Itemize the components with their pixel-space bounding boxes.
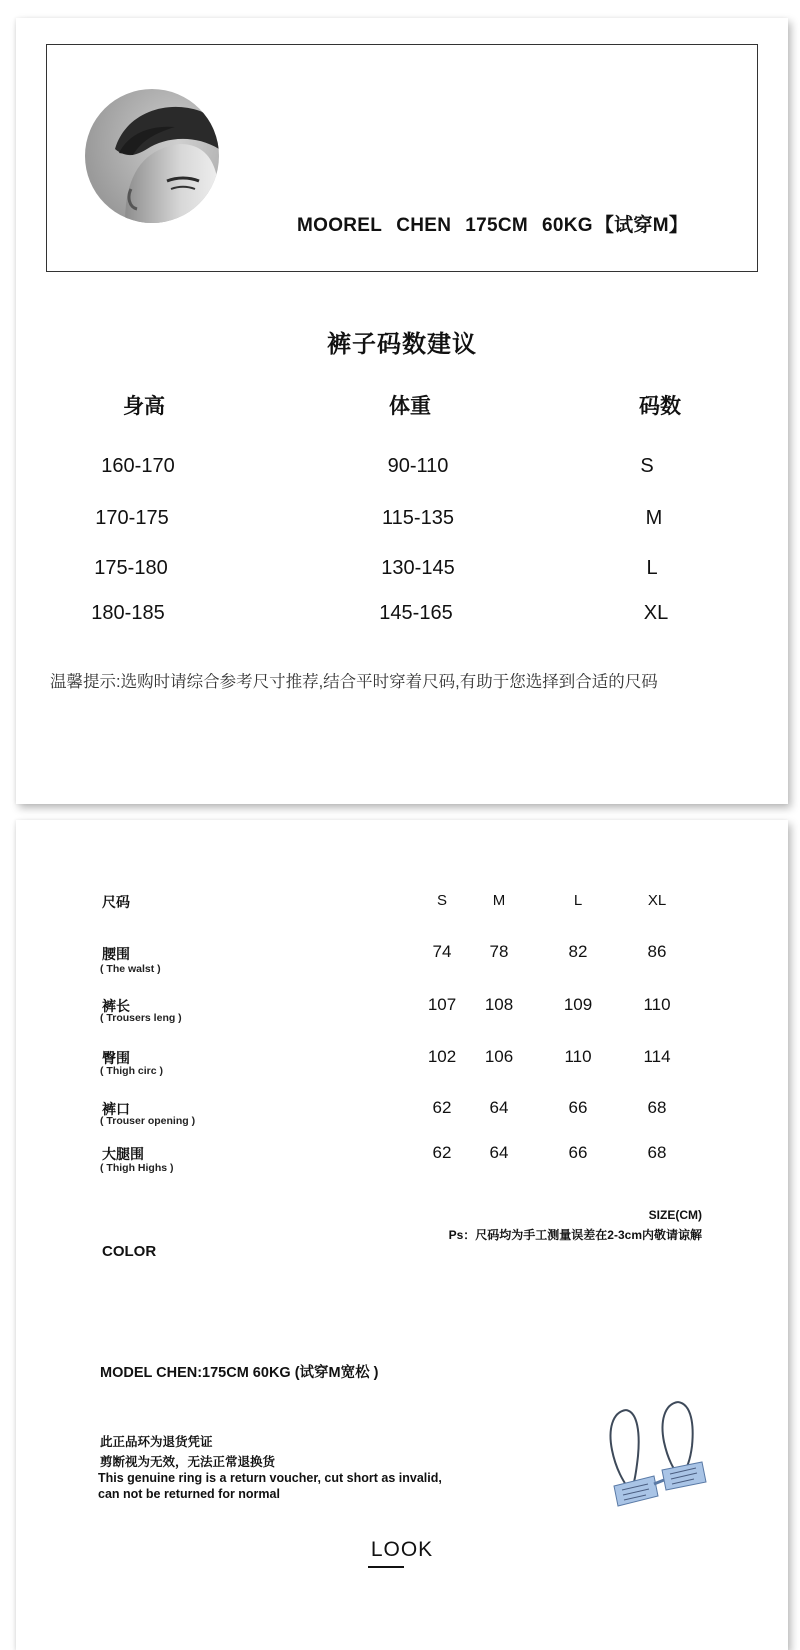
measure-label-waist: 腰围: [102, 946, 130, 962]
hip-xl: 114: [643, 1047, 671, 1066]
hip-l: 110: [564, 1047, 592, 1066]
model-fit-line: MODEL CHEN:175CM 60KG (试穿M宽松 ): [100, 1365, 379, 1381]
measure-label-thigh: 大腿围: [102, 1146, 144, 1162]
look-section-title: LOOK: [370, 1538, 434, 1561]
header-size: 码数: [639, 395, 681, 418]
return-tag-ring-icon: [594, 1400, 724, 1530]
measure-sub-thigh: ( Thigh Highs ): [100, 1162, 174, 1174]
rec-row-3-weight: 130-145: [381, 557, 455, 579]
opening-l: 66: [568, 1098, 588, 1117]
model-avatar: [85, 89, 219, 223]
model-surname: CHEN: [396, 215, 452, 236]
size-recommendation-card: [16, 18, 788, 804]
waist-s: 74: [432, 942, 452, 961]
size-col-m: M: [492, 892, 506, 909]
opening-xl: 68: [647, 1098, 667, 1117]
hip-m: 106: [484, 1047, 514, 1066]
model-info-box: [46, 44, 758, 272]
measure-sub-length: ( Trousers leng ): [100, 1012, 182, 1024]
length-l: 109: [563, 995, 593, 1014]
model-try-on-size: 【试穿M】: [594, 215, 689, 236]
hip-s: 102: [427, 1047, 457, 1066]
rec-row-4-size: XL: [643, 602, 669, 624]
model-name: MOOREL: [297, 215, 383, 236]
size-chart-corner: 尺码: [102, 894, 130, 910]
rec-row-1-weight: 90-110: [387, 455, 449, 477]
size-col-l: L: [573, 892, 583, 909]
length-m: 108: [484, 995, 514, 1014]
waist-m: 78: [489, 942, 509, 961]
measure-sub-hip: ( Thigh circ ): [100, 1065, 163, 1077]
size-chart-card: [16, 820, 788, 1650]
header-weight: 体重: [389, 395, 431, 418]
rec-row-4-weight: 145-165: [379, 602, 453, 624]
measurement-note: Ps：尺码均为手工测量误差在2-3cm内敬请谅解: [448, 1228, 702, 1242]
rec-row-2-size: M: [645, 507, 663, 529]
size-tip: 温馨提示:选购时请综合参考尺寸推荐,结合平时穿着尺码,有助于您选择到合适的尺码: [50, 673, 658, 691]
ring-notice-zh-2: 剪断视为无效，无法正常退换货: [100, 1455, 276, 1469]
ring-notice-en-2: can not be returned for normal: [98, 1487, 280, 1501]
thigh-s: 62: [432, 1143, 452, 1162]
rec-row-3-height: 175-180: [94, 557, 168, 579]
size-unit-label: SIZE(CM): [648, 1208, 702, 1222]
measure-sub-waist: ( The walst ): [100, 963, 161, 975]
color-section-label: COLOR: [102, 1243, 157, 1260]
measure-label-length: 裤长: [102, 998, 130, 1014]
rec-row-3-size: L: [646, 557, 658, 579]
thigh-m: 64: [489, 1143, 509, 1162]
waist-l: 82: [568, 942, 588, 961]
opening-m: 64: [489, 1098, 509, 1117]
model-weight: 60KG: [541, 215, 593, 236]
waist-xl: 86: [647, 942, 667, 961]
header-height: 身高: [123, 395, 165, 418]
opening-s: 62: [432, 1098, 452, 1117]
measure-label-hip: 臀围: [102, 1050, 130, 1066]
rec-row-1-height: 160-170: [101, 455, 175, 477]
model-height: 175CM: [465, 215, 528, 236]
thigh-l: 66: [568, 1143, 588, 1162]
rec-row-2-height: 170-175: [95, 507, 169, 529]
measure-sub-opening: ( Trouser opening ): [100, 1115, 196, 1127]
measure-label-opening: 裤口: [102, 1101, 130, 1117]
rec-row-2-weight: 115-135: [382, 507, 454, 529]
size-col-xl: XL: [647, 892, 667, 909]
size-col-s: S: [436, 892, 447, 909]
ring-notice-zh-1: 此正品环为退货凭证: [100, 1435, 213, 1449]
ring-notice-en-1: This genuine ring is a return voucher, cut short as invalid,: [98, 1471, 442, 1485]
rec-row-1-size: S: [640, 455, 654, 477]
look-underline: [368, 1566, 404, 1568]
rec-row-4-height: 180-185: [91, 602, 165, 624]
length-xl: 110: [643, 995, 671, 1014]
model-caption: [297, 210, 688, 237]
pants-size-title: 裤子码数建议: [327, 331, 477, 358]
length-s: 107: [427, 995, 457, 1014]
thigh-xl: 68: [647, 1143, 667, 1162]
model-portrait-image: [85, 89, 219, 223]
